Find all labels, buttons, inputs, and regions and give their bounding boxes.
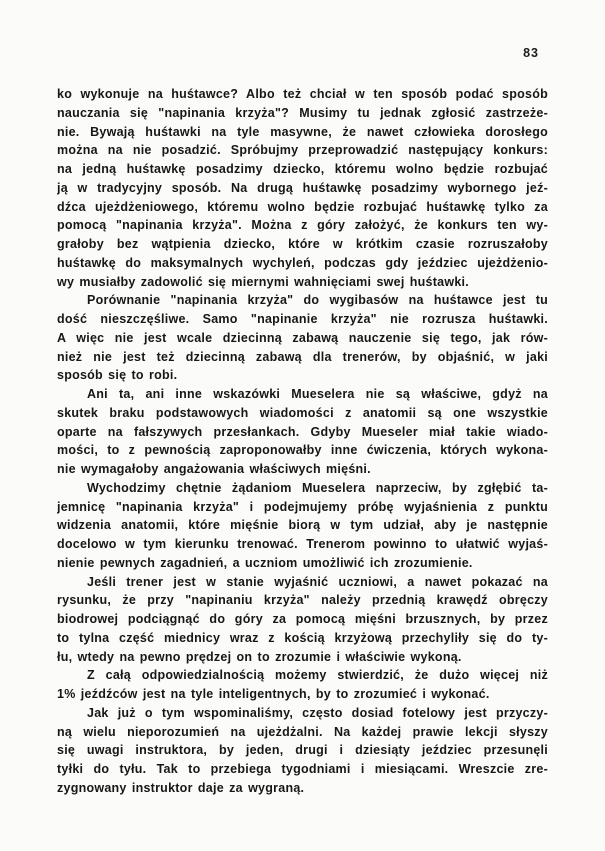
text-line: ją w tradycyjny sposób. Na drugą huśtawkę posadzimy wybornego jeź-: [57, 180, 548, 195]
text-line: nie wymagałoby angażowania właściwych mięśni.: [57, 462, 371, 476]
text-line: skutek braku podstawowych wiadomości z anatomii są one wszystkie: [57, 405, 548, 420]
text-line: rysunku, że przy "napinaniu krzyża" należy przednią krawędź obręczy: [57, 593, 548, 608]
text-line: zygnowany instruktor daje za wygraną.: [57, 780, 305, 795]
text-line: mości, to z pewnością zaproponowałby inne ćwiczenia, których wykona-: [57, 443, 548, 458]
text-line: nauczania się "napinania krzyża"? Musimy tu jednak zgłosić zastrzeże-: [57, 105, 548, 120]
text-line: tyłki do tyłu. Tak to przebiega tygodniami i miesiącami. Wreszcie zre-: [57, 762, 548, 776]
text-line: Z całą odpowiedzialnością możemy stwierdzić, że dużo więcej niż: [87, 668, 548, 683]
text-line: to tylna część miednicy wraz z kością krzyżową przechyliły się do ty-: [57, 630, 548, 645]
paragraph: [57, 573, 548, 667]
text-line: huśtawkę do maksymalnych wychyleń, podczas gdy jeździec ujeżdżenio-: [57, 255, 548, 270]
text-line: Wychodzimy chętnie żądaniom Mueselera naprzeciw, by zgłębić ta-: [87, 480, 548, 495]
text-line: sposób się to robi.: [57, 368, 178, 383]
text-line: łu, wtedy na pewno prędzej on to zrozumie i właściwie wykoną.: [57, 649, 462, 664]
paragraph: [57, 291, 548, 385]
text-line: dość nieszczęśliwe. Samo "napinanie krzyża" nie rozrusza huśtawki.: [57, 312, 548, 326]
text-line: Jeśli trener jest w stanie wyjaśnić uczniowi, a nawet pokazać na: [87, 574, 548, 589]
page-number: 83: [523, 46, 539, 60]
text-line: pomocą "napinania krzyża". Można z góry założyć, że konkurs ten wy-: [57, 218, 548, 233]
text-line: docelowo w tym kierunku trenować. Trenerom powinno to ułatwić wyjaś-: [57, 537, 548, 551]
text-line: A więc nie jest wcale dziecinną zabawą nauczenie się tego, jak rów-: [57, 330, 548, 345]
text-line: biodrowej podciągnąć do góry za pomocą mięśni brzusznych, by przez: [57, 612, 548, 626]
text-line: Jak już o tym wspominaliśmy, często dosiad fotelowy jest przyczy-: [87, 705, 548, 720]
text-line: Porównanie "napinania krzyża" do wygibasów na huśtawce jest tu: [87, 293, 548, 308]
paragraph: [57, 666, 548, 704]
text-line: widzenia anatomii, które mięśnie biorą w tym udział, aby je następnie: [57, 518, 548, 533]
text-line: wy musiałby zadowolić się miernymi wahnięciami swej huśtawki.: [57, 274, 469, 289]
text-line: grałoby bez wątpienia dziecko, które w krótkim czasie rozruszałoby: [57, 237, 548, 251]
text-line: jemnicę "napinania krzyża" i podejmujemy próbę wyjaśnienia z punktu: [57, 499, 548, 514]
text-line: dźca ujeżdżeniowego, któremu wolno będzie rozbujać huśtawkę tylko za: [57, 199, 548, 214]
text-line: na jedną huśtawkę posadzimy dziecko, któremu wolno będzie rozbujać: [57, 162, 548, 176]
paragraph: [57, 85, 548, 291]
text-line: nie. Bywają huśtawki na tyle masywne, że nawet człowieka dorosłego: [57, 124, 548, 139]
text-line: 1% jeźdźców jest na tyle inteligentnych, by to zrozumieć i wykonać.: [57, 687, 490, 701]
text-line: nież nie jest też dziecinną zabawą dla trenerów, by objaśnić, w jaki: [57, 349, 548, 364]
body-text: [57, 85, 548, 798]
text-line: ko wykonuje na huśtawce? Albo też chciał w ten sposób podać sposób: [57, 87, 548, 101]
text-line: oparte na fałszywych przesłankach. Gdyby Mueseler miał takie wiado-: [57, 424, 548, 439]
paragraph: [57, 385, 548, 479]
text-line: nienie pewnych zagadnień, a uczniom umożliwić ich zrozumienie.: [57, 555, 473, 570]
text-line: ną wielu nieporozumień na ujeżdżalni. Na każdej prawie lekcji słyszy: [57, 724, 548, 739]
paragraph: [57, 704, 548, 798]
text-line: Ani ta, ani inne wskazówki Mueselera nie są właściwe, gdyż na: [87, 387, 548, 401]
paragraph: [57, 479, 548, 573]
text-line: można na nie posadzić. Spróbujmy przeprowadzić następujący konkurs:: [57, 143, 548, 158]
text-line: się uwagi instruktora, by jeden, drugi i dziesiąty jeździec przesunęli: [57, 743, 548, 758]
